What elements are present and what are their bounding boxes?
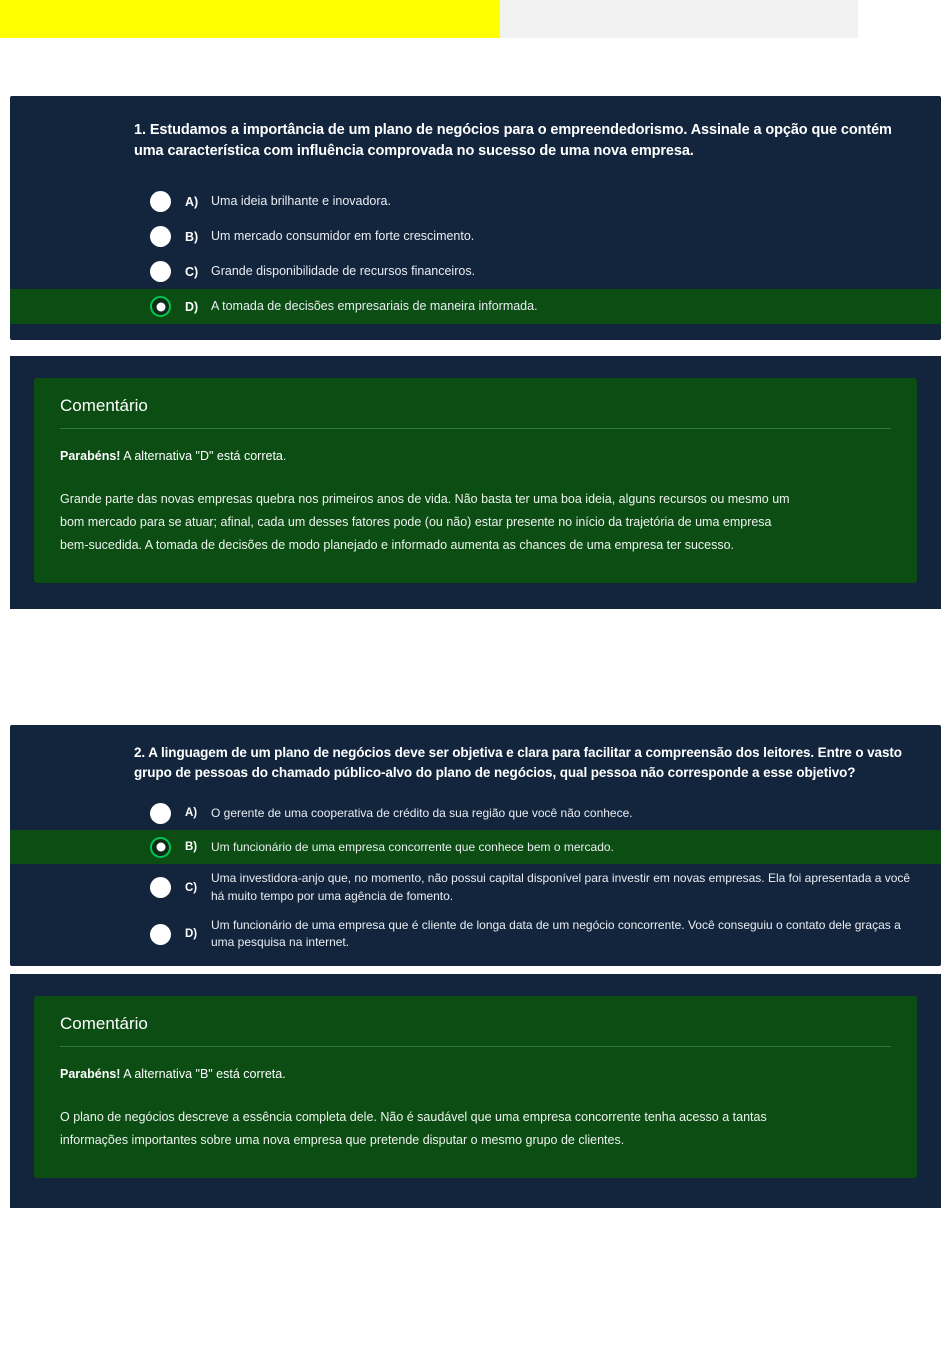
option-text: Uma ideia brilhante e inovadora. bbox=[211, 194, 391, 209]
comment-title: Comentário bbox=[60, 396, 891, 429]
option-letter: B) bbox=[185, 841, 198, 854]
option-letter: B) bbox=[185, 229, 199, 244]
comment-card-1 bbox=[10, 356, 941, 609]
option-text: Um funcionário de uma empresa que é cliente de longa data de um negócio concorrente. Você conseguiu o contato dele graças a uma pesquisa na internet. bbox=[211, 918, 901, 950]
option-text: Grande disponibilidade de recursos financeiros. bbox=[211, 264, 476, 279]
option-letter: A) bbox=[185, 194, 199, 209]
question-text-1: 1. Estudamos a importância de um plano de negócios para o empreendedorismo. Assinale a opção que contém uma característica com influência comprovada no sucesso de uma nova empresa. bbox=[134, 122, 892, 160]
comment-title: Comentário bbox=[60, 1014, 891, 1047]
comment-lead-rest: A alternativa "B" está correta. bbox=[120, 1066, 286, 1081]
radio-icon[interactable] bbox=[150, 261, 171, 282]
question-card-1 bbox=[10, 96, 941, 340]
option-text: Um funcionário de uma empresa concorrente que conhece bem o mercado. bbox=[211, 839, 614, 854]
option-letter: C) bbox=[185, 881, 198, 894]
radio-icon[interactable] bbox=[150, 226, 171, 247]
comment-lead-bold: Parabéns! bbox=[60, 449, 121, 464]
section-spacer bbox=[0, 609, 951, 663]
options-list-1 bbox=[10, 184, 941, 324]
option-1-b[interactable] bbox=[10, 219, 941, 254]
option-1-c[interactable] bbox=[10, 254, 941, 289]
option-text: A tomada de decisões empresariais de maneira informada. bbox=[211, 299, 538, 314]
question-text-2: 2. A linguagem de um plano de negócios deve ser objetiva e clara para facilitar a compreensão dos leitores. Entre o vasto grupo de pessoas do chamado público-alvo do plano de negócios, qual pessoa não corresponde a esse objetivo? bbox=[134, 745, 902, 780]
option-letter: A) bbox=[185, 807, 198, 820]
option-2-a[interactable] bbox=[10, 796, 941, 830]
options-list-2 bbox=[10, 796, 941, 958]
yellow-highlight-bar bbox=[0, 0, 500, 38]
option-letter: D) bbox=[185, 928, 198, 941]
option-letter: D) bbox=[185, 299, 199, 314]
option-text: Um mercado consumidor em forte crescimento. bbox=[211, 229, 475, 244]
comment-inner-2 bbox=[34, 996, 917, 1178]
radio-icon[interactable] bbox=[150, 191, 171, 212]
option-2-d[interactable] bbox=[10, 911, 941, 958]
comment-lead-2 bbox=[60, 1065, 891, 1084]
comment-lead-bold: Parabéns! bbox=[60, 1066, 121, 1081]
comment-inner-1 bbox=[34, 378, 917, 583]
radio-icon[interactable] bbox=[150, 924, 171, 945]
question-card-2 bbox=[10, 725, 941, 966]
option-1-d[interactable] bbox=[10, 289, 941, 324]
option-text: Uma investidora-anjo que, no momento, não possui capital disponível para investir em novas empresas. Ela foi apresentada a você há muito tempo por uma agência de fomento. bbox=[211, 871, 911, 903]
comment-body-1: Grande parte das novas empresas quebra nos primeiros anos de vida. Não basta ter uma boa ideia, alguns recursos ou mesmo um bom mercado para se atuar; afinal, cada um desses fatores pode (ou não) estar presente no início da trajetória de uma empresa bem-sucedida. A tomada de decisões de modo planejado e informado aumenta as chances de uma empresa ter sucesso. bbox=[60, 491, 790, 553]
comment-lead-rest: A alternativa "D" está correta. bbox=[120, 449, 287, 464]
radio-selected-icon[interactable] bbox=[150, 296, 171, 317]
comment-lead-1 bbox=[60, 447, 891, 466]
top-strip bbox=[0, 0, 858, 38]
comment-body-2: O plano de negócios descreve a essência completa dele. Não é saudável que uma empresa concorrente tenha acesso a tantas informações importantes sobre uma nova empresa que pretende disputar o mesmo grupo de clientes. bbox=[60, 1109, 767, 1147]
radio-icon[interactable] bbox=[150, 803, 171, 824]
option-text: O gerente de uma cooperativa de crédito da sua região que você não conhece. bbox=[211, 805, 633, 820]
grey-bar bbox=[500, 0, 858, 38]
option-2-b[interactable] bbox=[10, 830, 941, 864]
radio-selected-icon[interactable] bbox=[150, 837, 171, 858]
option-1-a[interactable] bbox=[10, 184, 941, 219]
option-2-c[interactable] bbox=[10, 864, 941, 911]
option-letter: C) bbox=[185, 264, 199, 279]
radio-icon[interactable] bbox=[150, 877, 171, 898]
comment-card-2 bbox=[10, 974, 941, 1208]
